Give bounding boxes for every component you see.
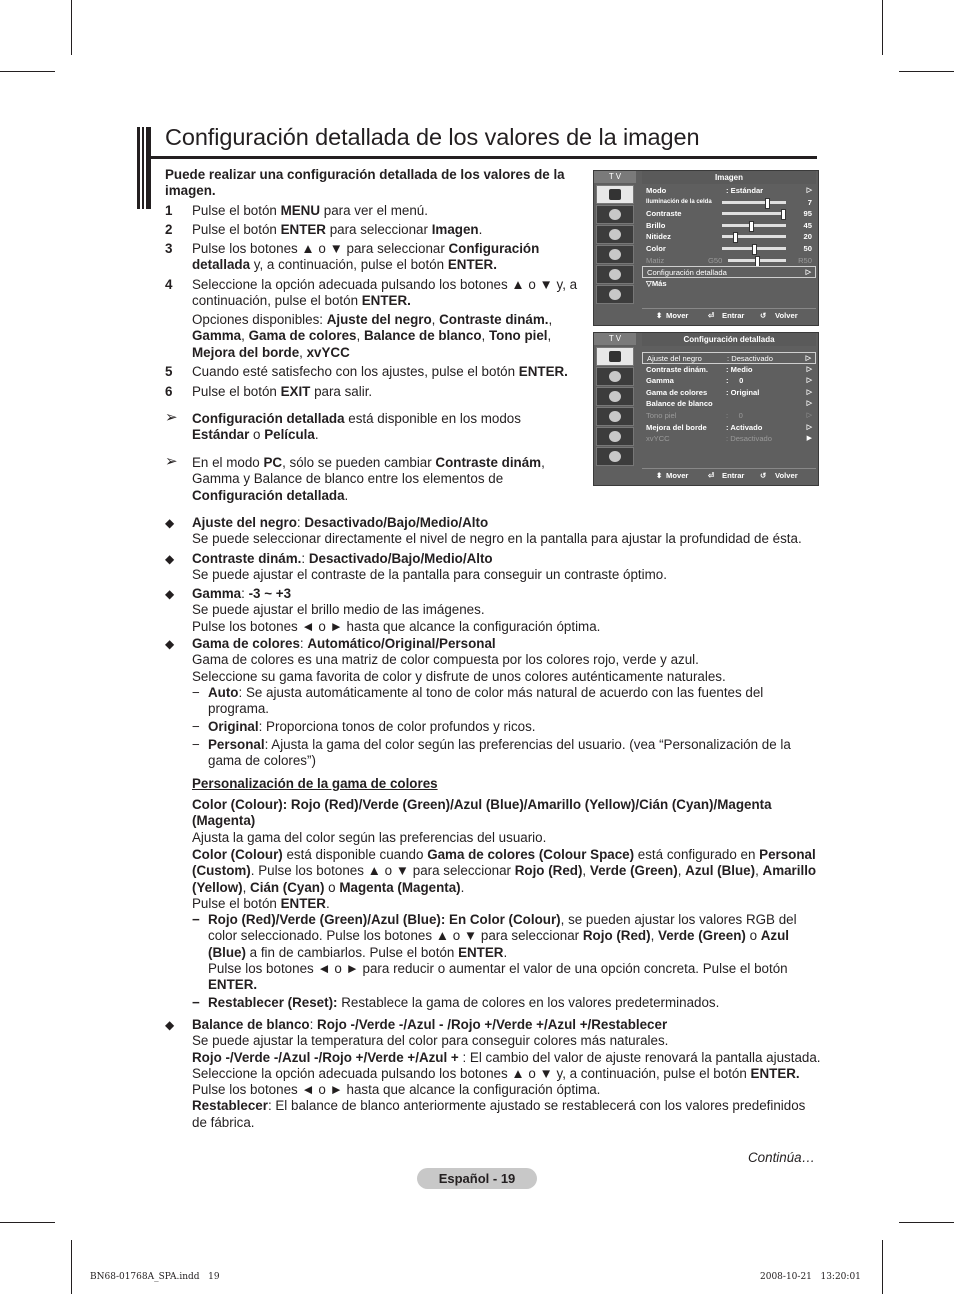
crop-mark xyxy=(899,1222,954,1223)
picture-icon xyxy=(596,347,634,366)
diamond-icon: ◆ xyxy=(165,516,175,530)
press-enter: Pulse el botón ENTER. xyxy=(192,896,330,911)
osd-sidebar xyxy=(594,346,636,467)
crop-mark xyxy=(0,1222,55,1223)
osd-slider-knob xyxy=(733,232,738,243)
return-icon: ↺ xyxy=(760,311,767,320)
osd-header: Imagen xyxy=(642,171,816,184)
tv-label: T V xyxy=(594,333,636,345)
crop-mark xyxy=(71,1240,72,1294)
diamond-icon: ◆ xyxy=(165,587,175,601)
color-heading: Color (Colour): Rojo (Red)/Verde (Green)/Azul (Blue)/Amarillo (Yellow)/Cián (Cyan)/Magenta (Magenta) xyxy=(192,797,772,829)
diamond-icon: ◆ xyxy=(165,637,175,651)
osd-slider-knob xyxy=(749,221,754,232)
osd-menu xyxy=(642,352,816,445)
osd-row-iluminacion: Iluminación de la celda 7 xyxy=(646,197,812,207)
osd-row-matiz: Matiz G50 R50 xyxy=(646,255,812,265)
enter-icon: ⏎ xyxy=(708,471,715,480)
color-availability: Color (Colour) está disponible cuando Gama de colores (Colour Space) está configurado en Personal (Custom). Pulse los botones ▲ o ▼ para seleccionar Rojo (Red), Verde (Green), Azul (Blue), Amarillo (Yellow), Cián (Cyan) o Magenta (Magenta). xyxy=(192,847,817,895)
picture-icon xyxy=(596,185,634,204)
osd-slider xyxy=(722,201,786,204)
sound-icon xyxy=(596,367,634,386)
application-icon xyxy=(596,447,634,466)
osd-slider-knob xyxy=(781,209,786,220)
osd-row-color: Color 50 xyxy=(646,243,812,253)
osd-row-tono-piel: Tono piel : 0 ▷ xyxy=(646,410,812,420)
slug-date: 2008-10-21 13:20:01 xyxy=(760,1272,861,1282)
osd-row-balance-blanco: Balance de blanco ▷ xyxy=(646,399,812,409)
sound-icon xyxy=(596,205,634,224)
crop-mark xyxy=(899,71,954,72)
crop-mark xyxy=(71,0,72,55)
page-title: Configuración detallada de los valores de la imagen xyxy=(165,124,700,150)
personal-heading: Personalización de la gama de colores xyxy=(192,776,438,791)
arrow-icon: ➢ xyxy=(165,409,178,426)
osd-imagen-screen xyxy=(593,170,819,326)
intro-text: Puede realizar una configuración detallada de los valores de la imagen. xyxy=(165,167,565,199)
input-icon xyxy=(596,265,634,284)
osd-header: Configuración detallada xyxy=(642,333,816,346)
setup-icon xyxy=(596,245,634,264)
osd-row-configuracion-detallada: Configuración detallada ▷ xyxy=(642,266,816,278)
osd-slider xyxy=(722,247,786,250)
osd-slider xyxy=(722,212,786,215)
osd-row-brillo: Brillo 45 xyxy=(646,220,812,230)
osd-slider-knob xyxy=(765,198,770,209)
channel-icon xyxy=(596,225,634,244)
osd-row-nitidez: Nitidez 20 xyxy=(646,232,812,242)
osd-row-contraste-dinam: Contraste dinám. : Medio ▷ xyxy=(646,364,812,374)
osd-footer: ⬍ Mover ⏎ Entrar ↺ Volver xyxy=(642,468,816,483)
osd-menu xyxy=(642,185,816,289)
osd-slider xyxy=(722,224,786,227)
setup-icon xyxy=(596,407,634,426)
channel-icon xyxy=(596,387,634,406)
osd-slider xyxy=(728,259,786,262)
diamond-icon: ◆ xyxy=(165,552,175,566)
color-desc: Ajusta la gama del color según las preferencias del usuario. xyxy=(192,830,547,845)
crop-mark xyxy=(882,0,883,55)
osd-row-xvycc: xvYCC : Desactivado ▶ xyxy=(646,434,812,444)
options-list: Opciones disponibles: Ajuste del negro, Contraste dinám., Gamma, Gama de colores, Balance de blanco, Tono piel, Mejora del borde, xvYCC xyxy=(192,312,553,360)
slug-file: BN68-01768A_SPA.indd 19 xyxy=(90,1272,220,1282)
osd-row-mejora-borde: Mejora del borde : Activado ▷ xyxy=(646,422,812,432)
osd-sidebar xyxy=(594,184,636,305)
continua-text: Continúa… xyxy=(748,1150,815,1165)
diamond-icon: ◆ xyxy=(165,1018,175,1032)
crop-mark xyxy=(882,1240,883,1294)
osd-footer: ⬍ Mover ⏎ Entrar ↺ Volver xyxy=(642,308,816,323)
osd-row-mas: ▽Más xyxy=(646,278,667,288)
osd-row-contraste: Contraste 95 xyxy=(646,209,812,219)
title-rule xyxy=(147,156,817,159)
osd-configuracion-screen xyxy=(593,332,819,486)
crop-mark xyxy=(0,71,55,72)
arrow-icon: ➢ xyxy=(165,453,178,470)
osd-row-ajuste-negro: Ajuste del negro : Desactivado ▷ xyxy=(642,352,816,364)
osd-row-gama-colores: Gama de colores : Original ▷ xyxy=(646,387,812,397)
title-bars xyxy=(137,127,151,209)
osd-slider xyxy=(722,235,786,238)
osd-row-gamma: Gamma : 0 ▷ xyxy=(646,376,812,386)
enter-icon: ⏎ xyxy=(708,311,715,320)
osd-row-modo: Modo : Estándar ▷ xyxy=(646,186,812,195)
input-icon xyxy=(596,427,634,446)
move-icon: ⬍ xyxy=(656,311,663,320)
application-icon xyxy=(596,285,634,304)
osd-slider-knob xyxy=(755,256,760,267)
return-icon: ↺ xyxy=(760,471,767,480)
move-icon: ⬍ xyxy=(656,471,663,480)
tv-label: T V xyxy=(594,171,636,183)
page-number: Español - 19 xyxy=(417,1168,537,1189)
osd-slider-knob xyxy=(752,244,757,255)
